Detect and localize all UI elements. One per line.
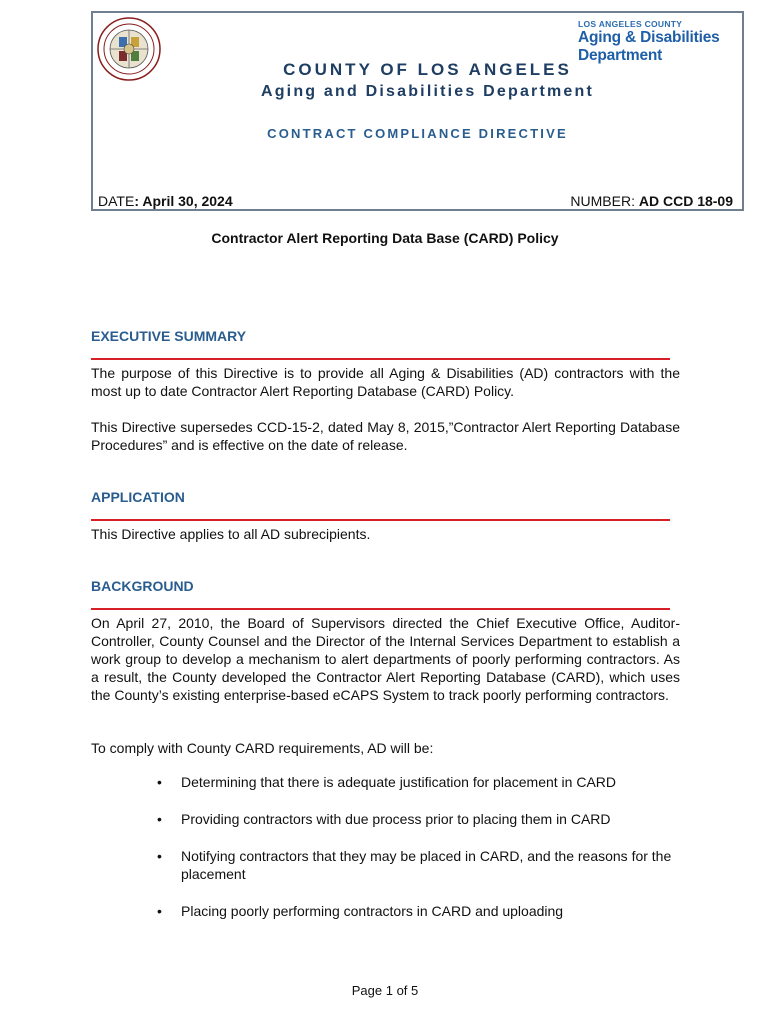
executive-summary-paragraph-1: The purpose of this Directive is to provide all Aging & Disabilities (AD) contractors with the most up to date Contractor Alert Reporting Database (CARD) Policy. (91, 365, 680, 399)
list-item (152, 847, 672, 883)
executive-summary-heading: EXECUTIVE SUMMARY (91, 328, 247, 344)
section-divider (91, 608, 670, 610)
bullet-icon: • (157, 774, 162, 790)
department-title: Aging and Disabilities Department (260, 83, 595, 100)
background-paragraph-1: On April 27, 2010, the Board of Supervisors directed the Chief Executive Office, Auditor-Controller, County Counsel and the Director of the Internal Services Department to establish a work group to develop a mechanism to alert departments of poorly performing contractors. As a result, the County developed the Contractor Alert Reporting Database (CARD), which uses the County’s existing enterprise-based eCAPS System to track poorly performing contractors. (91, 615, 680, 703)
background-bullet-list (152, 773, 672, 920)
background-paragraph-2: To comply with County CARD requirements, AD will be: (91, 740, 434, 756)
bullet-text: Notifying contractors that they may be placed in CARD, and the reasons for the placement (181, 848, 672, 882)
application-paragraph: This Directive applies to all AD subrecipients. (91, 526, 371, 542)
directive-number (570, 193, 733, 209)
executive-summary-paragraph-2: This Directive supersedes CCD-15-2, dated May 8, 2015,”Contractor Alert Reporting Database Procedures” and is effective on the date of release. (91, 419, 680, 453)
section-divider (91, 358, 670, 360)
list-item (152, 810, 672, 828)
bullet-text: Placing poorly performing contractors in CARD and uploading (181, 903, 564, 919)
date-value: : April 30, 2024 (134, 193, 233, 209)
policy-title: Contractor Alert Reporting Data Base (CARD) Policy (211, 230, 559, 246)
bullet-icon: • (157, 848, 162, 864)
application-heading: APPLICATION (91, 489, 185, 505)
logo-line-2: Department (578, 47, 663, 64)
logo-line-1: Aging & Disabilities (578, 29, 720, 46)
logo-small-text: LOS ANGELES COUNTY (578, 19, 683, 29)
list-item (152, 773, 672, 791)
background-heading: BACKGROUND (91, 578, 194, 594)
section-divider (91, 519, 670, 521)
bullet-icon: • (157, 811, 162, 827)
number-value: AD CCD 18-09 (638, 193, 733, 209)
list-item (152, 902, 672, 920)
bullet-text: Providing contractors with due process prior to placing them in CARD (181, 811, 611, 827)
number-label: NUMBER: (570, 193, 639, 209)
county-title: COUNTY OF LOS ANGELES (283, 60, 572, 79)
page-number: Page 1 of 5 (351, 983, 419, 998)
date-label: DATE (98, 193, 135, 209)
bullet-text: Determining that there is adequate justification for placement in CARD (181, 774, 616, 790)
directive-header (91, 11, 744, 211)
directive-date (98, 193, 233, 209)
directive-title: CONTRACT COMPLIANCE DIRECTIVE (267, 126, 568, 141)
bullet-icon: • (157, 903, 162, 919)
ad-department-logo (578, 19, 738, 65)
